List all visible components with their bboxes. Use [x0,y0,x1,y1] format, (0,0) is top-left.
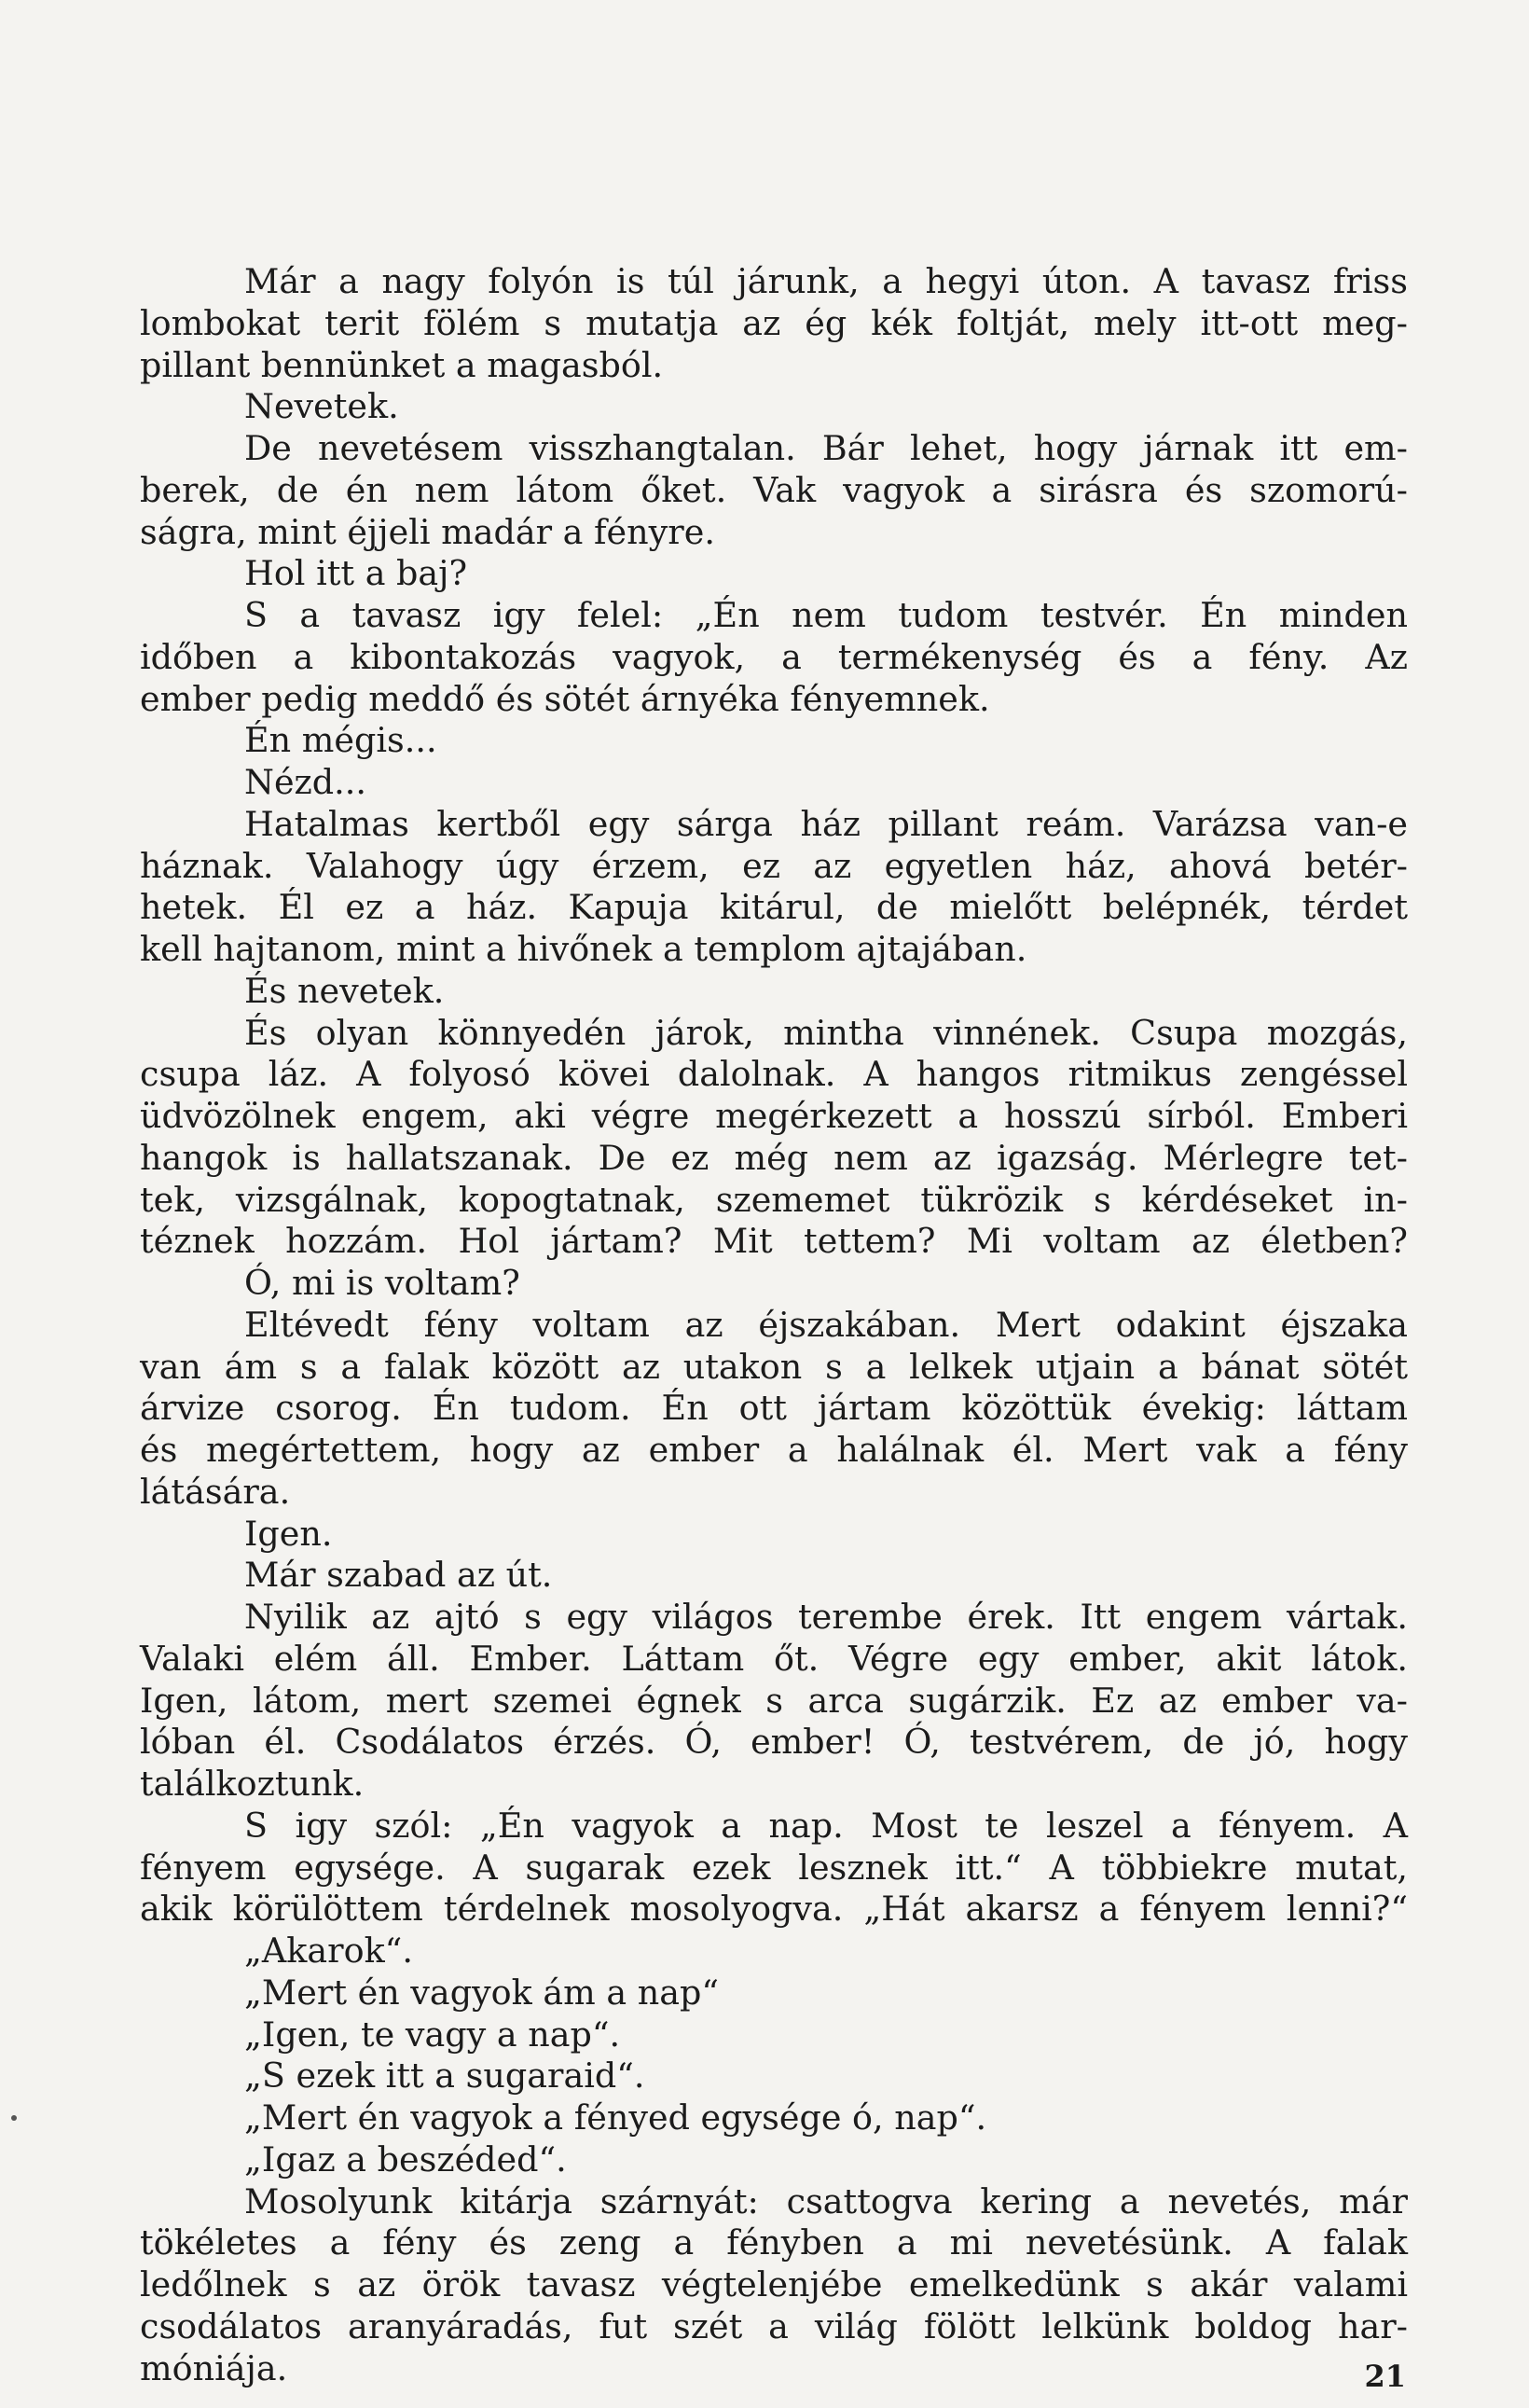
text-line: lombokat terit fölém s mutatja az ég kék foltját, mely itt-ott meg- [140,302,1408,343]
text-line: „Igaz a beszéded“. [244,2138,567,2180]
text-line: akik körülöttem térdelnek mosolyogva. „Hát akarsz a fényem lenni?“ [140,1889,1408,1930]
text-line: Nyilik az ajtó s egy világos terembe érek. Itt engem vártak. [244,1597,1408,1637]
text-line: Hol itt a baj? [244,553,468,594]
text-line: háznak. Valahogy úgy érzem, ez az egyetlen ház, ahová betér- [140,845,1408,886]
text-line: móniája. [140,2347,288,2388]
text-line: ledőlnek s az örök tavasz végtelenjébe emelkedünk s akár valami [140,2264,1408,2304]
text-line: Már a nagy folyón is túl járunk, a hegyi úton. A tavasz friss [244,261,1408,301]
text-line: S igy szól: „Én vagyok a nap. Most te leszel a fényem. A [244,1805,1408,1846]
text-line: Igen. [244,1513,333,1554]
text-line: Ó, mi is voltam? [244,1263,520,1303]
text-line: Mosolyunk kitárja szárnyát: csattogva kering a nevetés, már [244,2180,1408,2221]
text-line: Eltévedt fény voltam az éjszakában. Mert odakint éjszaka [244,1304,1408,1345]
text-line: látására. [140,1471,291,1512]
text-line: és megértettem, hogy az ember a halálnak él. Mert vak a fény [140,1430,1408,1470]
text-line: De nevetésem visszhangtalan. Bár lehet, hogy járnak itt em- [244,428,1408,468]
text-line: időben a kibontakozás vagyok, a termékenység és a fény. Az [140,636,1408,677]
text-line: van ám s a falak között az utakon s a lelkek utjain a bánat sötét [140,1346,1408,1387]
text-line: És nevetek. [244,970,445,1011]
text-line: találkoztunk. [140,1764,365,1804]
text-line: S a tavasz igy felel: „Én nem tudom testvér. Én minden [244,595,1408,635]
text-line: És olyan könnyedén járok, mintha vinnének. Csupa mozgás, [244,1012,1408,1053]
text-line: Nevetek. [244,386,399,427]
text-line: fényem egysége. A sugarak ezek lesznek itt.“ A többiekre mutat, [140,1847,1408,1888]
text-line: „Akarok“. [244,1931,413,1971]
text-line: hetek. Él ez a ház. Kapuja kitárul, de mielőtt belépnék, térdet [140,887,1408,928]
text-line: Valaki elém áll. Ember. Láttam őt. Végre egy ember, akit látok. [140,1638,1408,1679]
text-line: „Igen, te vagy a nap“. [244,2014,621,2055]
text-line: berek, de én nem látom őket. Vak vagyok a sirásra és szomorú- [140,469,1408,510]
text-line: Hatalmas kertből egy sárga ház pillant reám. Varázsa van-e [244,803,1408,844]
text-line: ságra, mint éjjeli madár a fényre. [140,511,715,552]
text-line: téznek hozzám. Hol jártam? Mit tettem? Mi voltam az életben? [140,1221,1408,1262]
text-line: „S ezek itt a sugaraid“. [244,2055,645,2097]
text-line: csodálatos aranyáradás, fut szét a világ fölött lelkünk boldog har- [140,2305,1408,2346]
text-line: tek, vizsgálnak, kopogtatnak, szememet tükrözik s kérdéseket in- [140,1179,1408,1220]
text-line: lóban él. Csodálatos érzés. Ó, ember! Ó, testvérem, de jó, hogy [140,1722,1408,1763]
text-line: tökéletes a fény és zeng a fényben a mi nevetésünk. A falak [140,2222,1408,2263]
text-line: Igen, látom, mert szemei égnek s arca sugárzik. Ez az ember va- [140,1680,1408,1721]
text-line: árvize csorog. Én tudom. Én ott jártam közöttük évekig: láttam [140,1388,1408,1429]
page-number: 21 [1364,2359,1406,2394]
text-line: Már szabad az út. [244,1555,553,1596]
text-line: „Mert én vagyok ám a nap“ [244,1972,720,2013]
body-text [140,261,1408,2389]
text-line: kell hajtanom, mint a hivőnek a templom ajtajában. [140,929,1027,969]
text-line: „Mert én vagyok a fényed egysége ó, nap“. [244,2097,987,2138]
text-line: hangok is hallatszanak. De ez még nem az igazság. Mérlegre tet- [140,1137,1408,1178]
text-line: Nézd... [244,762,366,802]
text-line: üdvözölnek engem, aki végre megérkezett a hosszú sírból. Emberi [140,1096,1408,1136]
text-line: pillant bennünket a magasból. [140,344,664,385]
text-line: csupa láz. A folyosó kövei dalolnak. A hangos ritmikus zengéssel [140,1054,1408,1095]
text-line: ember pedig meddő és sötét árnyéka fényemnek. [140,678,990,719]
print-speck [11,2115,17,2121]
text-line: Én mégis... [244,720,437,761]
